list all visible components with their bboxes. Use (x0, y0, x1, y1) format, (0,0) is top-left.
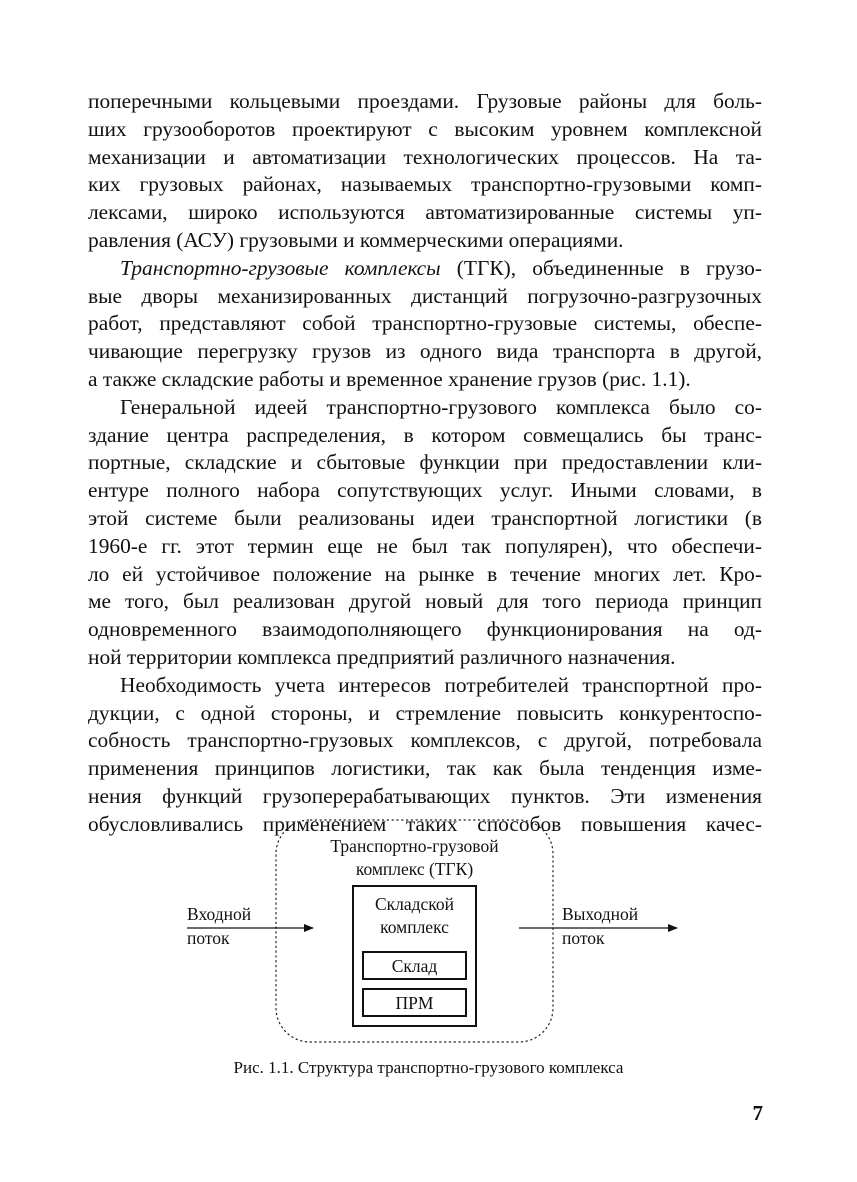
outer-title-line-1: Транспортно-грузовой (330, 836, 499, 856)
text-line: этой системе были реализованы идеи транспортной логистики (в (88, 505, 762, 530)
text-line: работ, представляют собой транспортно-грузовые системы, обеспе- (88, 311, 762, 336)
text-line: а также складские работы и временное хранение грузов (рис. 1.1). (88, 366, 691, 391)
inner-title-line-1: Складской (374, 894, 455, 914)
output-flow-label-1: Выходной (562, 904, 639, 924)
text-line: нения функций грузоперерабатывающих пунктов. Эти изменения (88, 783, 762, 808)
text-line: поперечными кольцевыми проездами. Грузовые районы для боль- (88, 89, 762, 113)
text-line: равления (АСУ) грузовыми и коммерческими операциями. (88, 227, 624, 252)
figure-caption: Рис. 1.1. Структура транспортно-грузового комплекса (233, 1058, 624, 1077)
text-line: дукции, с одной стороны, и стремление повысить конкурентоспо- (88, 700, 762, 725)
text-line: механизации и автоматизации технологических процессов. На та- (88, 144, 762, 169)
text-line: обусловливались применением таких способов повышения качес- (88, 811, 762, 836)
text-line: ентуре полного набора сопутствующих услуг. Иными словами, в (88, 478, 762, 503)
text-line: применения принципов логистики, так как была тенденция изме- (88, 756, 762, 781)
outer-title-line-2: комплекс (ТГК) (355, 859, 474, 879)
text-line: Необходимость учета интересов потребителей транспортной про- (120, 672, 762, 697)
text-line: здание центра распределения, в котором совмещались бы транс- (88, 422, 762, 447)
text-span: (ТГК), объединенные в грузо- (440, 255, 762, 280)
text-line: вые дворы механизированных дистанций погрузочно-разгрузочных (88, 283, 762, 308)
text-line: лексами, широко используются автоматизированные системы уп- (88, 200, 762, 225)
text-line: портные, складские и сбытовые функции при предоставлении кли- (88, 450, 762, 475)
text-line: собность транспортно-грузовых комплексов, с другой, потребовала (88, 728, 762, 753)
text-line: ме того, был реализован другой новый для того периода принцип (88, 589, 762, 614)
text-line: 1960-е гг. этот термин еще не был так популярен), что обеспечи- (88, 533, 762, 558)
text-line: ких грузовых районах, называемых транспортно-грузовыми комп- (88, 172, 762, 197)
inner-title-line-2: комплекс (380, 917, 449, 937)
text-line: ло ей устойчивое положение на рынке в течение многих лет. Кро- (88, 561, 762, 586)
text-line: чивающие перегрузку грузов из одного вида транспорта в другой, (88, 339, 762, 364)
input-flow-label-2: поток (187, 928, 230, 948)
text-line: Генеральной идеей транспортно-грузового комплекса было со- (120, 394, 762, 419)
text-line: ших грузооборотов проектируют с высоким уровнем комплексной (88, 116, 762, 141)
input-flow-label-1: Входной (187, 904, 252, 924)
warehouse-label: Склад (391, 956, 438, 976)
italic-term: Транспортно-грузовые комплексы (120, 255, 441, 280)
prm-label: ПРМ (395, 993, 434, 1013)
text-line: одновременного взаимодополняющего функционирования на од- (88, 617, 762, 642)
page-number: 7 (752, 1101, 763, 1125)
output-flow-label-2: поток (562, 928, 605, 948)
text-line: ной территории комплекса предприятий различного назначения. (88, 644, 676, 669)
